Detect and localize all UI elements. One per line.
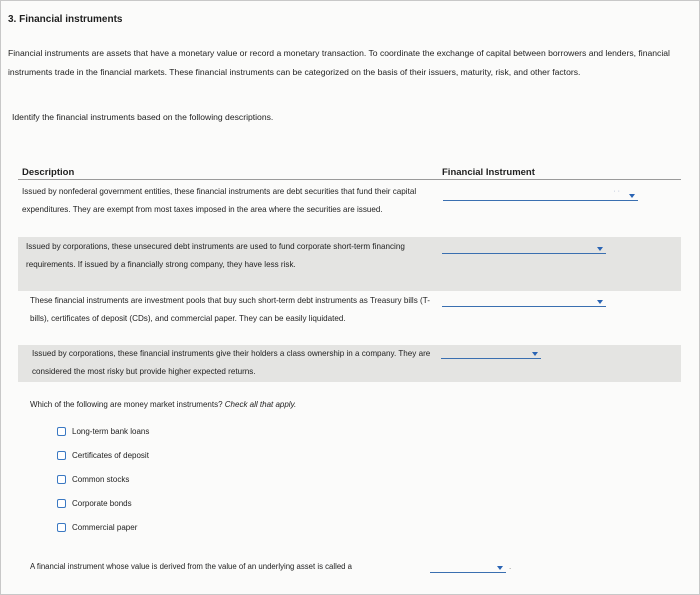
option-corporate-bonds[interactable] (57, 499, 132, 508)
checkbox[interactable] (57, 475, 66, 484)
description-header: Description (22, 167, 75, 178)
option-certificates-of-deposit[interactable] (57, 451, 149, 460)
derivative-question: A financial instrument whose value is derived from the value of an underlying asset is called a (30, 562, 353, 571)
question-prompt: Which of the following are money market instruments? (30, 400, 223, 409)
table-row (18, 291, 681, 345)
header-divider (18, 179, 681, 180)
option-label: Common stocks (72, 475, 130, 484)
row-description: Issued by nonfederal government entities, these financial instruments are debt securities that fund their capital expenditures. They are exempt from most taxes imposed in the area where the securities are issued. (22, 187, 417, 214)
sentence-period: . (509, 562, 512, 571)
derivative-dropdown[interactable] (430, 560, 506, 573)
chevron-down-icon (497, 566, 503, 570)
chevron-down-icon (597, 247, 603, 251)
table-row (18, 237, 681, 291)
intro-paragraph: Financial instruments are assets that have a monetary value or record a monetary transaction. To coordinate the exchange of capital between borrowers and lenders, financial instruments trade in the financial markets. These financial instruments can be categorized on the basis of their issuers, maturity, risk, and other factors. (8, 48, 670, 77)
option-common-stocks[interactable] (57, 475, 129, 484)
table-row (18, 182, 681, 237)
instrument-dropdown[interactable] (442, 241, 606, 254)
checkbox[interactable] (57, 427, 66, 436)
instrument-dropdown[interactable] (443, 188, 638, 201)
row-description: These financial instruments are investment pools that buy such short-term debt instruments as Treasury bills (T-bills), certificates of deposit (CDs), and commercial paper. They can be easily liquidated. (30, 296, 430, 323)
option-label: Corporate bonds (72, 499, 132, 508)
question-hint: Check all that apply. (224, 400, 297, 409)
row-description: Issued by corporations, these financial instruments give their holders a class ownership in a company. They are considered the most risky but provide higher expected returns. (32, 349, 431, 376)
money-market-question (30, 400, 296, 409)
checkbox[interactable] (57, 523, 66, 532)
row-description: Issued by corporations, these unsecured debt instruments are used to fund corporate short-term financing requirements. If issued by a financially strong company, they have less risk. (26, 242, 405, 269)
option-label: Long-term bank loans (72, 427, 150, 436)
option-long-term-bank-loans[interactable] (57, 427, 149, 436)
instrument-header: Financial Instrument (442, 167, 535, 178)
instrument-dropdown[interactable] (442, 294, 606, 307)
option-label: Certificates of deposit (72, 451, 149, 460)
option-commercial-paper[interactable] (57, 523, 137, 532)
instruction-text: Identify the financial instruments based on the following descriptions. (12, 112, 274, 122)
chevron-down-icon (597, 300, 603, 304)
table-row (18, 345, 681, 382)
chevron-down-icon (629, 194, 635, 198)
question-title: 3. Financial instruments (8, 14, 123, 25)
option-label: Commercial paper (72, 523, 138, 532)
instrument-dropdown[interactable] (441, 346, 541, 359)
chevron-down-icon (532, 352, 538, 356)
checkbox[interactable] (57, 451, 66, 460)
dropdown-placeholder-dots: · · (613, 188, 620, 195)
checkbox[interactable] (57, 499, 66, 508)
